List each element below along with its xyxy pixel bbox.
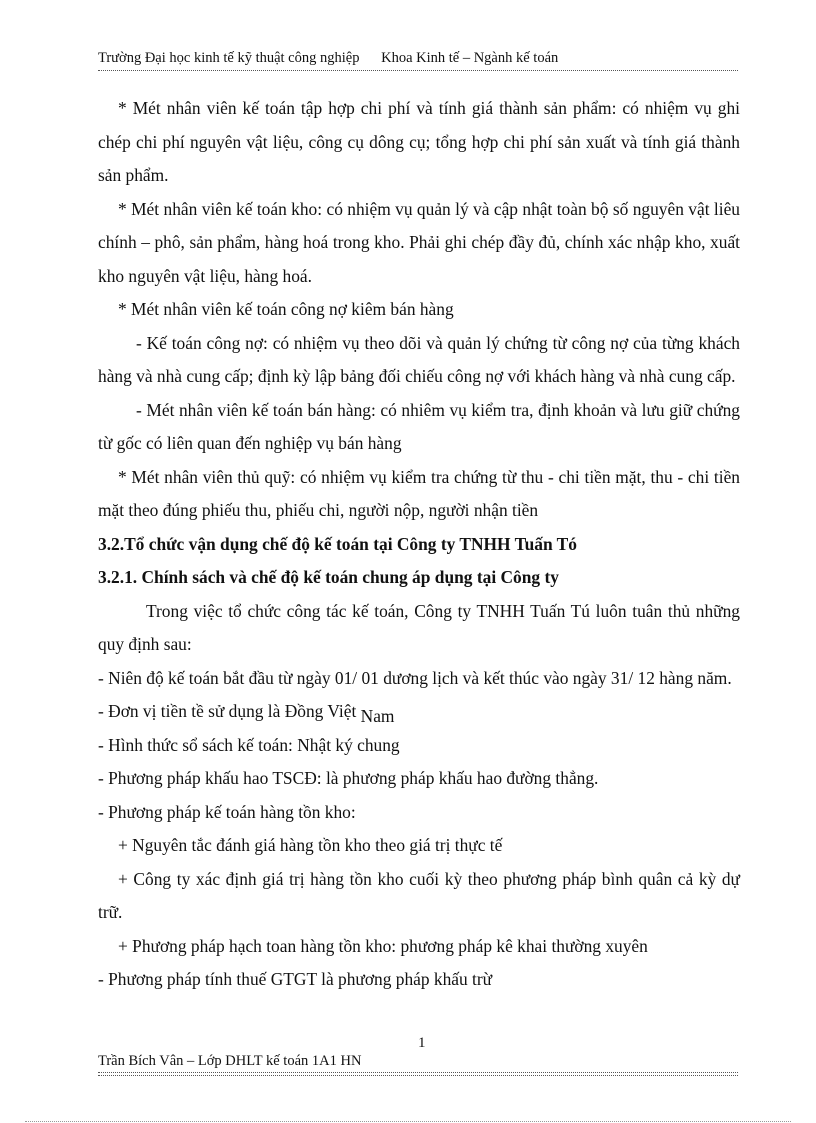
- page-header: [98, 50, 738, 71]
- list-item-inventory-accounting: + Phương pháp hạch toan hàng tồn kho: phương pháp kê khai thường xuyên: [118, 935, 648, 956]
- page-footer: [98, 1053, 738, 1073]
- list-item-valuation: + Nguyên tắc đánh giá hàng tồn kho theo giá trị thực tế: [118, 835, 503, 855]
- paragraph-warehouse-accountant: * Mét nhân viên kế toán kho: có nhiệm vụ quản lý và cập nhật toàn bộ số nguyên vật liêu chính – phô, sản phẩm, hàng hoá trong kho. Phải ghi chép đầy đủ, chính xác nhập kho, xuất kho nguyên vật liệu, hàng hoá.: [98, 198, 740, 286]
- subsection-heading: 3.2.1. Chính sách và chế độ kế toán chung áp dụng tại Công ty: [98, 567, 559, 587]
- list-item-fiscal-year: - Niên độ kế toán bắt đầu từ ngày 01/ 01 dương lịch và kết thúc vào ngày 31/ 12 hàng năm.: [98, 667, 732, 688]
- list-item-currency: [98, 695, 740, 729]
- footer-author: Trần Bích Vân – Lớp DHLT kế toán 1A1 HN: [98, 1053, 362, 1069]
- document-body: [98, 92, 740, 997]
- currency-text-end: Nam: [360, 706, 395, 726]
- paragraph-treasurer: * Mét nhân viên thủ quỹ: có nhiệm vụ kiểm tra chứng từ thu - chi tiền mặt, thu - chi tiền mặt theo đúng phiếu thu, phiếu chi, người nộp, người nhận tiền: [98, 466, 740, 520]
- header-divider: [98, 70, 738, 71]
- paragraph-debt-accountant: - Kế toán công nợ: có nhiệm vụ theo dõi và quản lý chứng từ công nợ của từng khách hàng và nhà cung cấp; định kỳ lập bảng đối chiếu công nợ với khách hàng và nhà cung cấp.: [98, 332, 740, 386]
- list-item-bookkeeping: - Hình thức sổ sách kế toán: Nhật ký chung: [98, 734, 400, 755]
- paragraph-sales-accountant: - Mét nhân viên kế toán bán hàng: có nhiêm vụ kiểm tra, định khoản và lưu giữ chứng từ gốc có liên quan đến nghiệp vụ bán hàng: [98, 399, 740, 453]
- paragraph-cost-accountant: * Mét nhân viên kế toán tập hợp chi phí và tính giá thành sản phẩm: có nhiệm vụ ghi chép chi phí nguyên vật liệu, công cụ dông cụ; tổng hợp chi phí sản xuất và tính giá thành sản phẩm.: [98, 98, 740, 185]
- section-heading: 3.2.Tổ chức vận dụng chế độ kế toán tại Công ty TNHH Tuấn Tó: [98, 533, 577, 554]
- footer-divider: [98, 1075, 738, 1076]
- page-break-line: [25, 1121, 791, 1122]
- list-item-ending-inventory: + Công ty xác định giá trị hàng tồn kho cuối kỳ theo phương pháp bình quân cả kỳ dự trữ.: [98, 868, 740, 922]
- list-item-vat: - Phương pháp tính thuế GTGT là phương pháp khấu trừ: [98, 969, 493, 989]
- list-item-inventory-method: - Phương pháp kế toán hàng tồn kho:: [98, 801, 356, 822]
- list-item-depreciation: - Phương pháp khấu hao TSCĐ: là phương pháp khấu hao đường thẳng.: [98, 768, 599, 788]
- page-number: 1: [418, 1035, 426, 1051]
- paragraph-intro: Trong việc tổ chức công tác kế toán, Công ty TNHH Tuấn Tú luôn tuân thủ những quy định sau:: [98, 600, 740, 654]
- header-school: Trường Đại học kinh tế kỹ thuật công nghiệp: [98, 50, 360, 66]
- currency-text: - Đơn vị tiền tề sử dụng là Đồng Việt: [98, 701, 357, 721]
- header-faculty: Khoa Kinh tế – Ngành kế toán: [381, 50, 559, 66]
- paragraph-debt-sales-accountant: * Mét nhân viên kế toán công nợ kiêm bán hàng: [118, 299, 454, 319]
